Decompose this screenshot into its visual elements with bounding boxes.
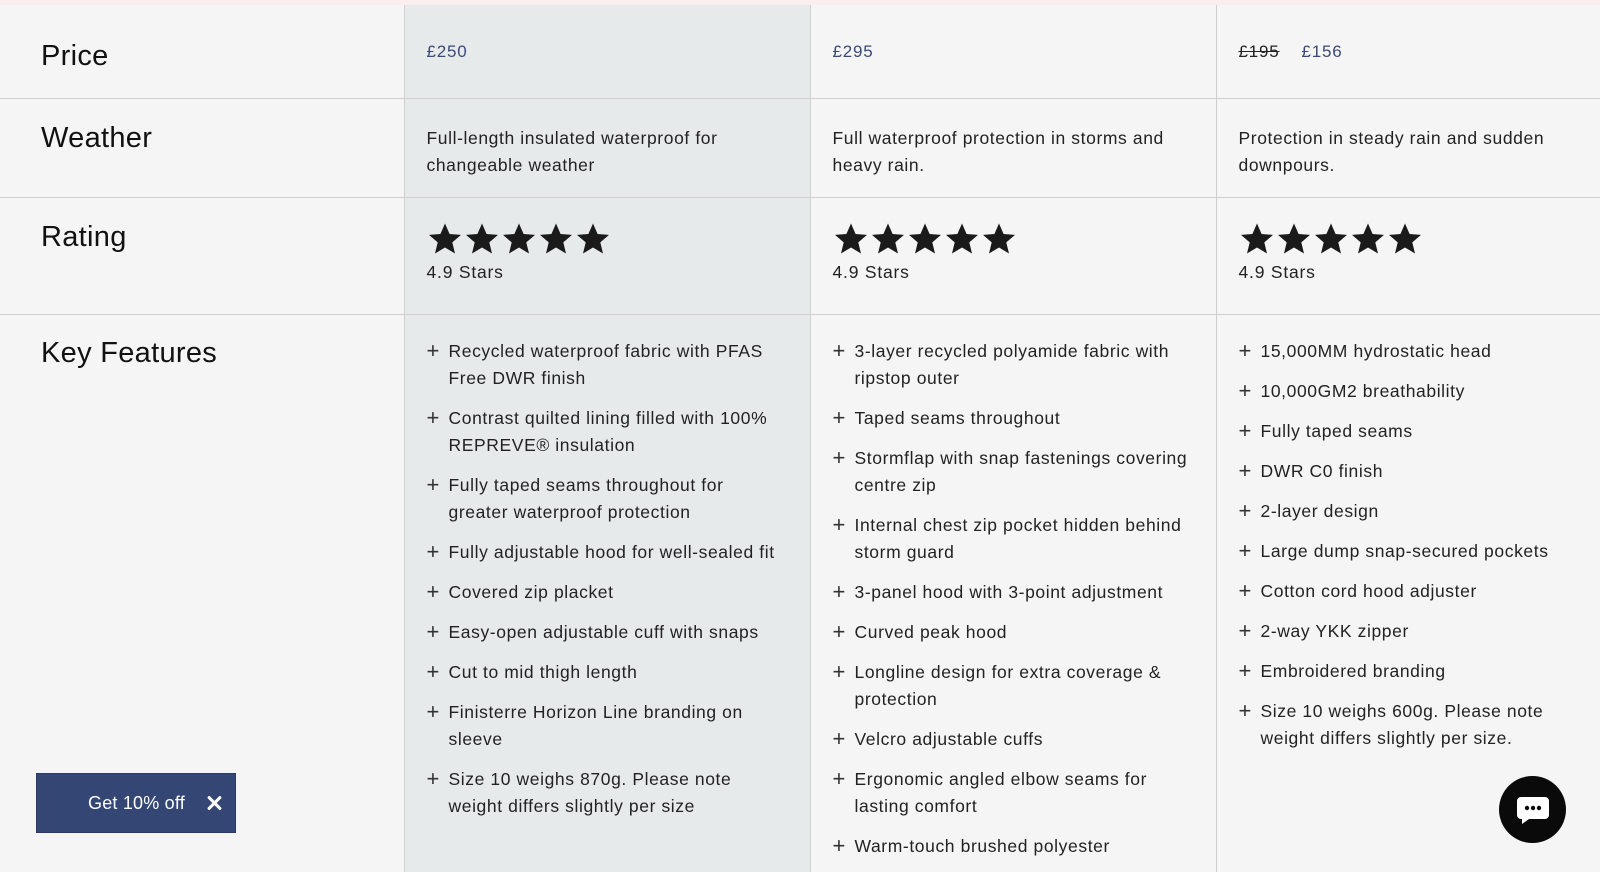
star-icon — [907, 222, 943, 256]
plus-icon: + — [426, 337, 440, 363]
star-icon — [575, 222, 611, 256]
plus-icon: + — [832, 337, 846, 363]
feature-text: Ergonomic angled elbow seams for lasting comfort — [854, 768, 1148, 816]
feature-item — [833, 512, 1194, 566]
feature-item — [1239, 458, 1579, 485]
rating-cell-2 — [810, 197, 1216, 314]
feature-item — [427, 619, 788, 646]
feature-item — [427, 338, 788, 392]
rating-cell-1 — [404, 197, 810, 314]
feature-text: DWR C0 finish — [1260, 460, 1384, 481]
star-rating — [833, 222, 1194, 256]
rating-text: 4.9 Stars — [832, 261, 910, 282]
feature-item — [833, 833, 1194, 860]
feature-text: Internal chest zip pocket hidden behind storm guard — [854, 514, 1182, 562]
plus-icon: + — [426, 658, 440, 684]
feature-item — [1239, 578, 1579, 605]
comparison-table — [0, 5, 1600, 872]
feature-text: Curved peak hood — [854, 621, 1008, 642]
star-icon — [538, 222, 574, 256]
feature-item — [427, 699, 788, 753]
original-price: £195 — [1238, 42, 1280, 61]
chat-launcher-button[interactable] — [1499, 776, 1566, 843]
rating-row — [0, 197, 1600, 314]
star-icon — [1387, 222, 1423, 256]
close-icon[interactable] — [203, 792, 225, 814]
feature-item — [427, 579, 788, 606]
feature-text: Covered zip placket — [448, 581, 614, 602]
plus-icon: + — [832, 444, 846, 470]
plus-icon: + — [832, 658, 846, 684]
plus-icon: + — [1238, 497, 1252, 523]
feature-item — [427, 766, 788, 820]
feature-item — [833, 766, 1194, 820]
row-label-key-features: Key Features — [41, 336, 218, 369]
feature-list — [427, 338, 788, 820]
feature-item — [833, 405, 1194, 432]
feature-list — [1239, 338, 1579, 752]
plus-icon: + — [1238, 537, 1252, 563]
feature-item — [1239, 538, 1579, 565]
star-icon — [427, 222, 463, 256]
weather-cell-2 — [810, 98, 1216, 197]
plus-icon: + — [426, 765, 440, 791]
plus-icon: + — [832, 578, 846, 604]
features-row — [0, 314, 1600, 872]
price-cell-1 — [404, 5, 810, 98]
feature-text: Embroidered branding — [1260, 660, 1446, 681]
features-cell-1 — [404, 314, 810, 872]
feature-item — [1239, 698, 1579, 752]
feature-text: Contrast quilted lining filled with 100% REPREVE® insulation — [448, 407, 768, 455]
feature-item — [427, 405, 788, 459]
weather-description: Full waterproof protection in storms and heavy rain. — [832, 127, 1164, 175]
star-icon — [1239, 222, 1275, 256]
star-icon — [870, 222, 906, 256]
star-rating — [427, 222, 788, 256]
feature-text: 3-panel hood with 3-point adjustment — [854, 581, 1164, 602]
plus-icon: + — [1238, 377, 1252, 403]
feature-text: Cut to mid thigh length — [448, 661, 638, 682]
feature-text: Fully taped seams throughout for greater waterproof protection — [448, 474, 724, 522]
feature-item — [427, 539, 788, 566]
feature-text: Fully adjustable hood for well-sealed fit — [448, 541, 775, 562]
plus-icon: + — [832, 618, 846, 644]
feature-text: Finisterre Horizon Line branding on sleeve — [448, 701, 743, 749]
row-label-price: Price — [41, 40, 109, 72]
plus-icon: + — [832, 725, 846, 751]
plus-icon: + — [832, 832, 846, 858]
feature-item — [1239, 658, 1579, 685]
current-price: £250 — [426, 42, 468, 61]
star-icon — [1350, 222, 1386, 256]
weather-row — [0, 98, 1600, 197]
price-cell-3 — [1216, 5, 1600, 98]
feature-item — [1239, 418, 1579, 445]
feature-text: Recycled waterproof fabric with PFAS Free DWR finish — [448, 340, 763, 388]
rating-cell-3 — [1216, 197, 1600, 314]
feature-text: Warm-touch brushed polyester — [854, 835, 1110, 856]
plus-icon: + — [1238, 617, 1252, 643]
plus-icon: + — [832, 511, 846, 537]
feature-item — [1239, 498, 1579, 525]
feature-text: 15,000MM hydrostatic head — [1260, 340, 1492, 361]
feature-text: Easy-open adjustable cuff with snaps — [448, 621, 759, 642]
star-icon — [944, 222, 980, 256]
plus-icon: + — [426, 578, 440, 604]
plus-icon: + — [426, 471, 440, 497]
rating-label-cell — [0, 197, 404, 314]
price-cell-2 — [810, 5, 1216, 98]
rating-text: 4.9 Stars — [426, 261, 504, 282]
feature-item — [833, 579, 1194, 606]
star-icon — [981, 222, 1017, 256]
star-icon — [833, 222, 869, 256]
feature-item — [1239, 618, 1579, 645]
feature-text: 10,000GM2 breathability — [1260, 380, 1465, 401]
feature-item — [833, 726, 1194, 753]
plus-icon: + — [1238, 337, 1252, 363]
plus-icon: + — [1238, 657, 1252, 683]
rating-text: 4.9 Stars — [1238, 261, 1316, 282]
feature-item — [1239, 378, 1579, 405]
plus-icon: + — [426, 618, 440, 644]
weather-description: Protection in steady rain and sudden downpours. — [1238, 127, 1545, 175]
plus-icon: + — [1238, 417, 1252, 443]
price-label-cell — [0, 5, 404, 98]
plus-icon: + — [426, 538, 440, 564]
feature-item — [1239, 338, 1579, 365]
feature-text: Stormflap with snap fastenings covering centre zip — [854, 447, 1188, 495]
feature-text: Size 10 weighs 600g. Please note weight differs slightly per size. — [1260, 700, 1544, 748]
feature-text: Velcro adjustable cuffs — [854, 728, 1044, 749]
plus-icon: + — [426, 698, 440, 724]
feature-text: 3-layer recycled polyamide fabric with ripstop outer — [854, 340, 1170, 388]
weather-cell-1 — [404, 98, 810, 197]
features-cell-2 — [810, 314, 1216, 872]
feature-text: Size 10 weighs 870g. Please note weight differs slightly per size — [448, 768, 732, 816]
plus-icon: + — [832, 765, 846, 791]
plus-icon: + — [1238, 577, 1252, 603]
feature-item — [833, 619, 1194, 646]
plus-icon: + — [1238, 457, 1252, 483]
star-icon — [501, 222, 537, 256]
price-row — [0, 5, 1600, 98]
discount-promo-button[interactable] — [36, 773, 236, 833]
current-price: £295 — [832, 42, 874, 61]
weather-cell-3 — [1216, 98, 1600, 197]
weather-label-cell — [0, 98, 404, 197]
row-label-weather: Weather — [41, 121, 153, 154]
star-icon — [1313, 222, 1349, 256]
feature-item — [427, 659, 788, 686]
plus-icon: + — [426, 404, 440, 430]
plus-icon: + — [1238, 697, 1252, 723]
feature-text: Cotton cord hood adjuster — [1260, 580, 1477, 601]
feature-text: Longline design for extra coverage & protection — [854, 661, 1162, 709]
feature-item — [833, 445, 1194, 499]
star-icon — [1276, 222, 1312, 256]
feature-text: Large dump snap-secured pockets — [1260, 540, 1549, 561]
promo-label[interactable]: Get 10% off — [88, 792, 185, 813]
feature-item — [427, 472, 788, 526]
chat-bubble-icon — [1515, 794, 1551, 826]
weather-description: Full-length insulated waterproof for changeable weather — [426, 127, 718, 175]
feature-text: Taped seams throughout — [854, 407, 1061, 428]
star-rating — [1239, 222, 1579, 256]
row-label-rating: Rating — [41, 220, 127, 253]
feature-text: 2-layer design — [1260, 500, 1379, 521]
star-icon — [464, 222, 500, 256]
feature-list — [833, 338, 1194, 860]
feature-text: 2-way YKK zipper — [1260, 620, 1409, 641]
sale-price: £156 — [1301, 42, 1343, 61]
feature-item — [833, 659, 1194, 713]
plus-icon: + — [832, 404, 846, 430]
feature-text: Fully taped seams — [1260, 420, 1413, 441]
feature-item — [833, 338, 1194, 392]
